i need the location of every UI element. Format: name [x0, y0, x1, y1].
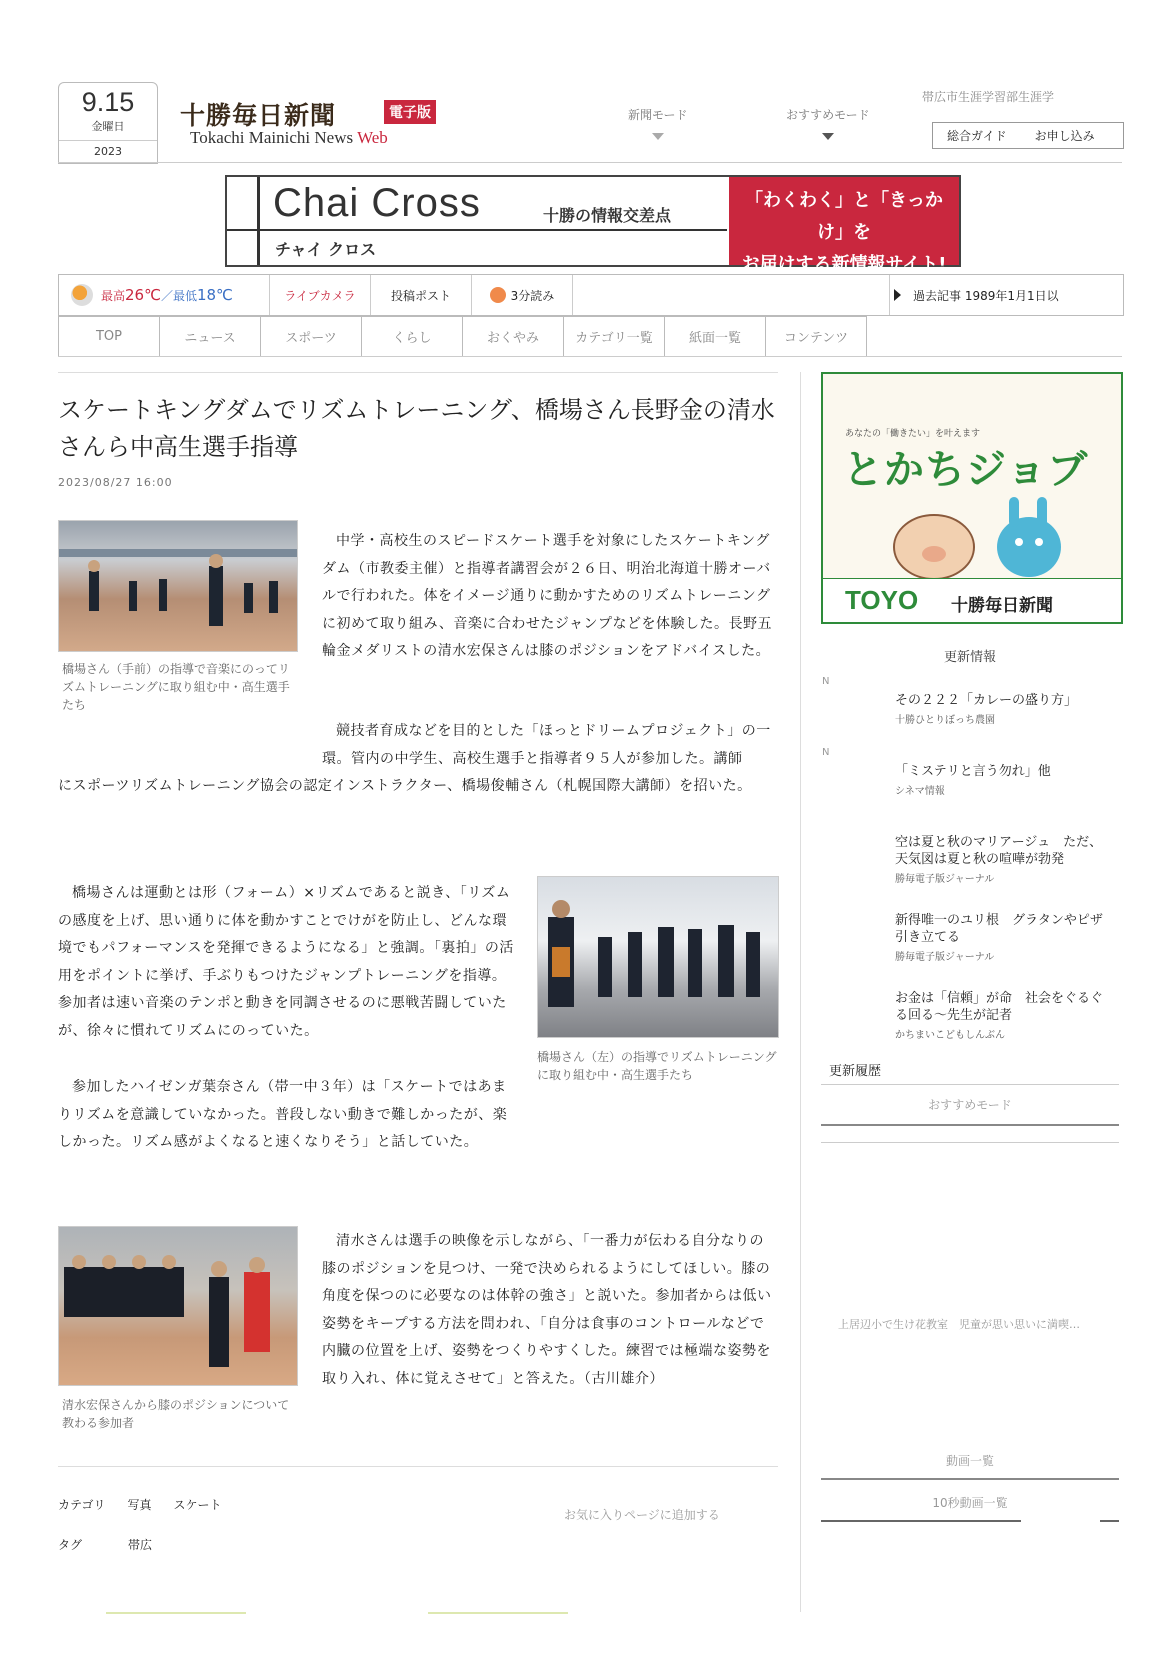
category-skate-link[interactable]: スケート [173, 1498, 222, 1512]
three-min-link[interactable] [472, 275, 573, 315]
logo-sub-web: Web [357, 128, 388, 147]
banner-slogan-1: 「わくわく」と「きっかけ」を [745, 190, 943, 243]
tag-obihiro-link[interactable]: 帯広 [128, 1538, 153, 1552]
update-source: 勝毎電子版ジャーナル [895, 874, 995, 885]
article-paragraph-5: 清水さんは選手の映像を示しながら、「一番力が伝わる自分なりの膝のポジションを見つけ、一発で決められるようにしてほしい。膝の角度を保つのに必要なのは体幹の強さ」と説いた。参加者からは低い姿勢をキープする方法を問われ、「自分は食事のコントロールなどで内臓の位置を上げ、姿勢をつくりやすくした。練習では極端な姿勢を取り入れ、体に覚えさせて」と答えた。（古川雄介） [322, 1233, 772, 1387]
tag-label: タグ [58, 1538, 83, 1552]
update-source: シネマ情報 [895, 786, 945, 797]
three-min-label: 3分読み [510, 288, 555, 303]
nav-news[interactable]: ニュース [159, 316, 261, 356]
live-camera-link[interactable]: ライブカメラ [270, 275, 371, 315]
update-source: 十勝ひとりぼっち農園 [895, 715, 995, 726]
banner-slogan-2: お届けする新情報サイト! [741, 254, 947, 275]
ad-paper: 十勝毎日新聞 [951, 596, 1053, 616]
new-badge: N [822, 676, 830, 687]
update-source: 勝毎電子版ジャーナル [895, 952, 995, 963]
archive-link[interactable] [890, 275, 1123, 315]
recommend-mode-toggle[interactable] [786, 106, 870, 140]
article-top-rule [58, 372, 778, 373]
article-date: 2023/08/27 16:00 [58, 476, 173, 489]
photo-3-caption: 清水宏保さんから膝のポジションについて教わる参加者 [62, 1398, 290, 1430]
article-paragraph-3: 橋場さんは運動とは形（フォーム）×リズムであると説き、「リズムの感度を上げ、思い通りに体を動かすことでけがを防止し、どんな環境でもパフォーマンスを発揮できるようになる」と強調。「裏拍」の活用をポイントに挙げ、手ぶりもつけたジャンプトレーニングを指導。参加者は速い音楽のテンポと動きを同調させるのに悪戦苦闘していたが、徐々に慣れてリズムにのっていた。 [58, 885, 514, 1039]
weather-high: 26℃ [125, 286, 161, 304]
weather[interactable] [59, 275, 270, 315]
updates-heading: 更新情報 [943, 650, 996, 665]
photo-1-figures [59, 521, 297, 651]
update-history-link[interactable]: 更新履歴 [829, 1064, 882, 1079]
article-paragraph-1: 中学・高校生のスピードスケート選手を対象にしたスケートキングダム（市教委主催）と指導者講習会が２６日、明治北海道十勝オーバルで行われた。体をイメージ通りに動かすためのリズムトレーニングに初めて取り組み、音楽に合わせたジャンプなどを体験した。長野五輪金メダリストの清水宏保さんは膝のポジションをアドバイスした。 [322, 533, 773, 659]
ad-top-copy: あなたの「働きたい」を叶えます [845, 429, 981, 439]
info-spacer [573, 275, 890, 315]
banner-slogan [729, 177, 959, 275]
new-badge: N [822, 747, 830, 758]
footer-accent [428, 1612, 568, 1614]
category-photo-link[interactable]: 写真 [127, 1498, 152, 1512]
update-item[interactable] [895, 990, 1105, 1041]
header-divider [58, 162, 1122, 163]
sidebar-rule [821, 1520, 1021, 1522]
guide-bar [932, 122, 1124, 149]
weather-low: 18℃ [196, 286, 233, 304]
year: 2023 [59, 140, 157, 158]
recommend-mode-label: おすすめモード [786, 108, 870, 122]
banner-tagline: 十勝の情報交差点 [543, 206, 672, 225]
update-title: 新得唯一のユリ根 グラタンやピザ引き立てる [895, 913, 1103, 945]
ad-brand: TOYO [845, 585, 919, 615]
update-title: お金は「信頼」が命 社会をぐるぐる回る〜先生が記者 [895, 991, 1104, 1023]
nav-contents[interactable]: コンテンツ [765, 316, 867, 356]
banner-kana: チャイ クロス [275, 240, 377, 259]
apply-link[interactable]: お申し込み [1034, 129, 1095, 143]
ad-footer [823, 578, 1121, 623]
top-right-ticker[interactable]: 帯広市生涯学習部生涯学 [922, 90, 1055, 104]
article-paragraph-2a: 競技者育成などを目的とした「ほっとドリームプロジェクト」の一環。管内の中学生、高校生選手と指導者９５人が参加した。講師 [322, 723, 771, 767]
update-item[interactable] [895, 834, 1105, 885]
post-link[interactable]: 投稿ポスト [371, 275, 472, 315]
chevron-down-icon [652, 133, 664, 140]
ten-sec-video-link[interactable]: 10秒動画一覧 [932, 1496, 1008, 1510]
chai-cross-banner[interactable] [225, 175, 961, 275]
banner-vline [257, 177, 260, 265]
newspaper-mode-toggle[interactable] [628, 106, 688, 140]
current-date: 9.15 [81, 87, 135, 117]
update-item[interactable] [895, 912, 1105, 963]
ad-title: とかちジョブ [843, 447, 1089, 493]
update-source: かちまいこどもしんぶん [895, 1030, 1005, 1041]
play-icon [894, 289, 901, 301]
newspaper-mode-label: 新聞モード [628, 108, 688, 122]
nav-categories[interactable]: カテゴリ一覧 [563, 316, 665, 356]
site-logo[interactable]: 十勝毎日新聞 [180, 101, 337, 130]
weather-low-label: ／最低 [160, 288, 197, 303]
article-paragraph-4: 参加したハイゼンガ葉奈さん（帯一中３年）は「スケートではあまりリズムを意識していなかった。普段しない動きで難しかったが、楽しかった。リズム感がよくなると速くなりそう」と話していた。 [58, 1079, 508, 1150]
footer-accent [106, 1612, 246, 1614]
tokachi-job-ad[interactable] [821, 372, 1123, 624]
nav-obituary[interactable]: おくやみ [462, 316, 564, 356]
logo-badge: 電子版 [384, 100, 436, 124]
banner-hline [227, 229, 727, 231]
nav-top[interactable]: TOP [58, 316, 160, 356]
video-list-link[interactable]: 動画一覧 [945, 1454, 994, 1468]
update-title: その２２２「カレーの盛り方」 [895, 693, 1078, 708]
tag-row [58, 1536, 152, 1553]
main-nav [58, 316, 1122, 357]
add-favorite-link[interactable]: お気に入りページに追加する [564, 1508, 720, 1522]
article-photo-2[interactable] [537, 876, 779, 1038]
sidebar-rule [1100, 1520, 1119, 1522]
update-title: 空は夏と秋のマリアージュ ただ、天気図は夏と秋の喧嘩が勃発 [895, 835, 1103, 867]
info-bar [58, 274, 1124, 316]
sidebar-rule [821, 1124, 1119, 1126]
article-bottom-rule [58, 1466, 778, 1467]
faded-news-item[interactable]: 上居辺小で生け花教室 児童が思い思いに満喫… [838, 1318, 1080, 1331]
photo-3-figures [59, 1227, 297, 1385]
nav-sports[interactable]: スポーツ [260, 316, 362, 356]
update-item[interactable] [895, 763, 1105, 797]
recommend-mode-link[interactable]: おすすめモード [928, 1098, 1012, 1112]
guide-link[interactable]: 総合ガイド [947, 129, 1007, 143]
archive-label: 過去記事 1989年1月1日以 [913, 288, 1059, 303]
category-label: カテゴリ [58, 1498, 106, 1512]
update-title: 「ミステリと言う勿れ」他 [895, 764, 1051, 779]
sidebar-rule [821, 1142, 1119, 1143]
photo-2-caption: 橋場さん（左）の指導でリズムトレーニングに取り組む中・高生選手たち [537, 1050, 777, 1082]
photo-1-caption: 橋場さん（手前）の指導で音楽にのってリズムトレーニングに取り組む中・高生選手たち [62, 662, 290, 712]
nav-life[interactable]: くらし [361, 316, 463, 356]
nav-papers[interactable]: 紙面一覧 [664, 316, 766, 356]
logo-subtitle [190, 128, 388, 148]
sidebar-rule [821, 1084, 1119, 1085]
ad-mascots [879, 492, 1079, 582]
article-paragraph-2b: にスポーツリズムトレーニング協会の認定インストラクター、橋場俊輔さん（札幌国際大講師）を招いた。 [58, 778, 752, 794]
date-box [58, 82, 158, 164]
banner-title: Chai Cross [273, 181, 481, 225]
sidebar-rule [821, 1478, 1119, 1480]
weekday: 金曜日 [91, 120, 125, 133]
category-row [58, 1496, 222, 1513]
chevron-down-icon [822, 133, 834, 140]
weather-icon [71, 284, 93, 306]
update-item[interactable] [895, 692, 1105, 726]
clock-icon [490, 287, 506, 303]
article-photo-1[interactable] [58, 520, 298, 652]
logo-sub-text: Tokachi Mainichi News [190, 128, 354, 147]
article-title: スケートキングダムでリズムトレーニング、橋場さん長野金の清水さんら中高生選手指導 [58, 396, 775, 461]
weather-high-label: 最高 [101, 288, 126, 303]
column-divider [800, 372, 801, 1612]
article-photo-3[interactable] [58, 1226, 298, 1386]
photo-2-figures [538, 877, 778, 1037]
